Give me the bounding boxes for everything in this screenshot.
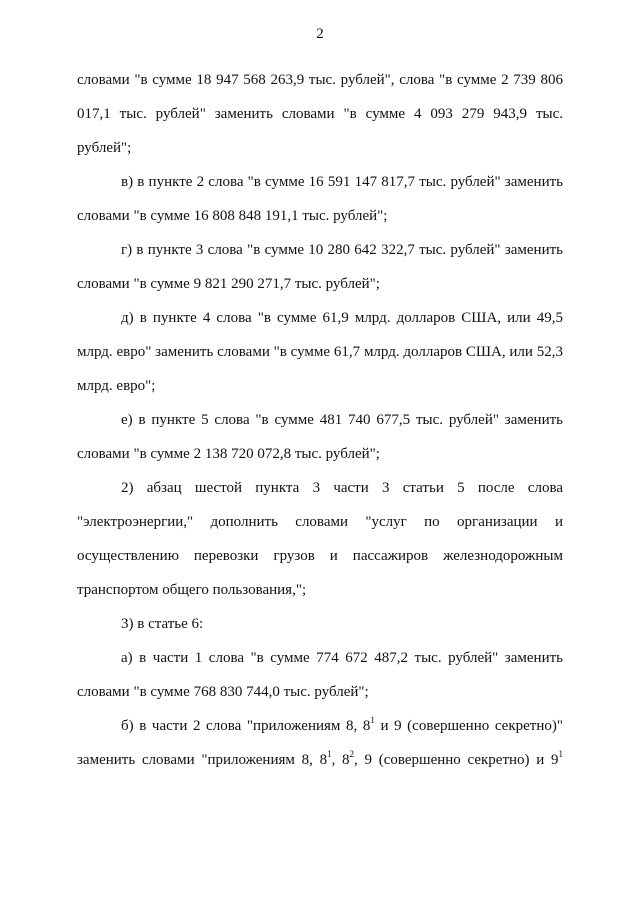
superscript: 1 (327, 749, 332, 759)
paragraph-text: и 9 (совершенно секретно)" заменить словами "приложениям 8, 8 (77, 718, 563, 768)
document-body (77, 63, 563, 777)
paragraph-continuation: словами "в сумме 18 947 568 263,9 тыс. рублей", слова "в сумме 2 739 806 017,1 тыс. рублей" заменить словами "в сумме 4 093 279 943,9 тыс. рублей"; (77, 72, 563, 156)
superscript: 2 (349, 749, 355, 759)
superscript: 1 (558, 749, 563, 759)
page-number: 2 (316, 26, 324, 42)
paragraph-item-e: е) в пункте 5 слова "в сумме 481 740 677,5 тыс. рублей" заменить словами "в сумме 2 138 720 072,8 тыс. рублей"; (77, 412, 563, 462)
paragraph-item-3: 3) в статье 6: (121, 616, 204, 632)
paragraph-item-2: 2) абзац шестой пункта 3 части 3 статьи 5 после слова "электроэнергии," дополнить словами "услуг по организации и осуществлению перевозки грузов и пассажиров железнодорожным транспортом общего пользования,"; (77, 480, 563, 598)
paragraph-item-g: г) в пункте 3 слова "в сумме 10 280 642 322,7 тыс. рублей" заменить словами "в сумме 9 821 290 271,7 тыс. рублей"; (77, 242, 563, 292)
paragraph-item-b (77, 709, 563, 777)
paragraph-text: , 8 (331, 752, 350, 768)
paragraph-item-d: д) в пункте 4 слова "в сумме 61,9 млрд. долларов США, или 49,5 млрд. евро" заменить словами "в сумме 61,7 млрд. долларов США, или 52,3 млрд. евро"; (77, 310, 563, 394)
paragraph-text: б) в части 2 слова "приложениям 8, 8 (121, 718, 371, 734)
paragraph-item-v: в) в пункте 2 слова "в сумме 16 591 147 817,7 тыс. рублей" заменить словами "в сумме 16 808 848 191,1 тыс. рублей"; (77, 174, 563, 224)
paragraph-text: , 9 (совершенно секретно) и 9 (354, 752, 559, 768)
superscript: 1 (370, 715, 375, 725)
paragraph-item-a: а) в части 1 слова "в сумме 774 672 487,2 тыс. рублей" заменить словами "в сумме 768 830 744,0 тыс. рублей"; (77, 650, 563, 700)
